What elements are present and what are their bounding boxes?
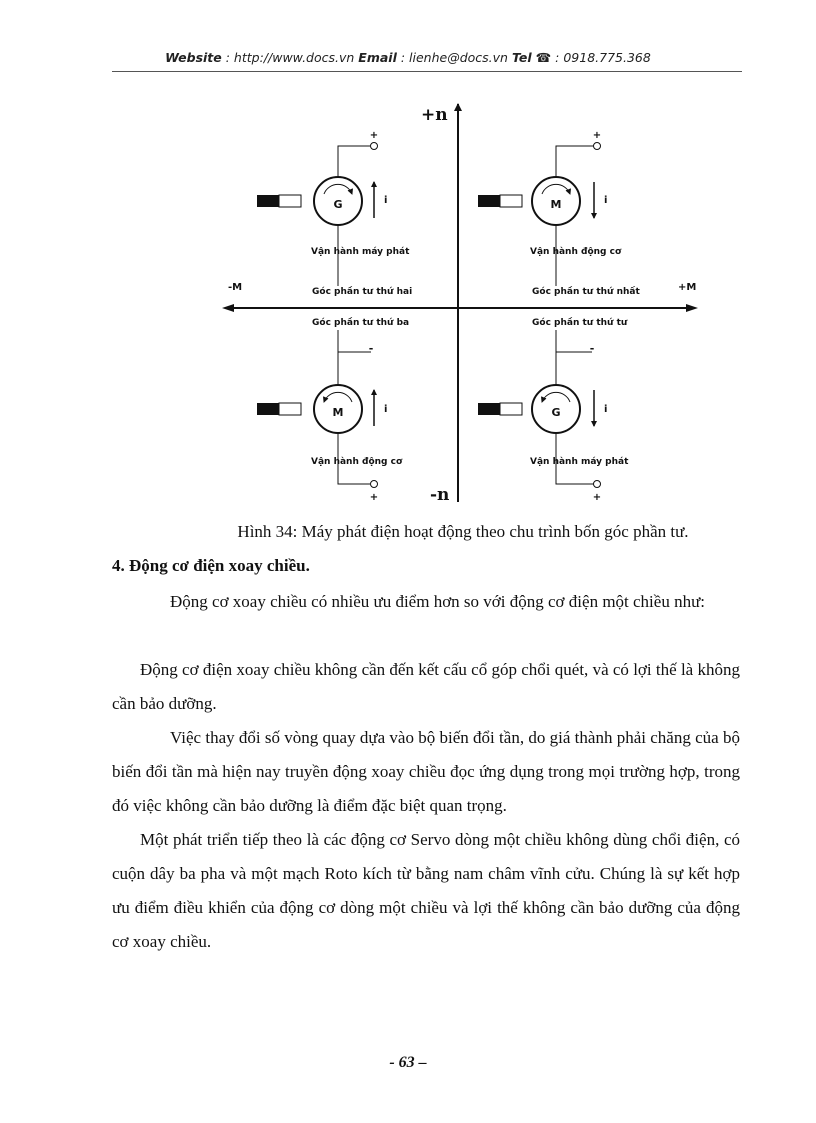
axis-label-pos-n: +n [421, 105, 448, 125]
quadrant-diagram [216, 90, 704, 510]
upper-lead [338, 146, 370, 177]
website-value: : http://www.docs.vn [221, 50, 359, 65]
machine-symbol: G [551, 406, 561, 419]
machine-symbol: G [333, 198, 343, 211]
email-label: Email [358, 50, 397, 65]
tel-value: ☎ : 0918.775.368 [531, 50, 651, 65]
current-label: i [604, 404, 608, 415]
quadrant-label-second: Góc phần tư thứ hai [312, 287, 413, 297]
unit-bottom-right [478, 330, 629, 503]
unit-top-left [257, 130, 410, 286]
machine-symbol: M [332, 406, 344, 419]
axis-label-neg-m: -M [228, 282, 243, 293]
unit-top-right [478, 130, 622, 286]
magnet-black [478, 195, 500, 207]
right-axis-arrow [686, 304, 698, 312]
paragraph-3: Việc thay đổi số vòng quay dựa vào bộ biến đổi tần, do giá thành phải chăng của bộ biến đổi tần mà hiện nay truyền động xoay chiều đọc ứng dụng trong mọi trường hợp, trong đó việc không cần bảo dưỡng là điểm đặc biệt quan trọng. [112, 728, 740, 815]
quadrant-label-fourth: Góc phần tư thứ tư [532, 318, 628, 328]
magnet-black [478, 403, 500, 415]
page-number: - 63 – [389, 1054, 427, 1071]
upper-lead [556, 146, 594, 177]
left-axis-arrow [222, 304, 234, 312]
magnet-white [500, 195, 522, 207]
terminal-sign: + [369, 130, 379, 141]
magnet-white [279, 403, 301, 415]
unit-caption: Vận hành động cơ [311, 457, 403, 467]
email-value: : lienhe@docs.vn [396, 50, 512, 65]
paragraph-4: Một phát triển tiếp theo là các động cơ Servo dòng một chiều không dùng chổi điện, có cuộn dây ba pha và một mạch Roto kích từ bằng nam châm vĩnh cửu. Chúng là sự kết hợp ưu điểm điều khiển của động cơ dòng một chiều và lợi thế không cần bảo dưỡng của động cơ xoay chiều. [112, 830, 740, 951]
figure-caption: Hình 34: Máy phát điện hoạt động theo chu trình bốn góc phần tư. [237, 522, 689, 541]
unit-bottom-left [257, 330, 403, 503]
tel-label: Tel [511, 50, 532, 65]
terminal [371, 481, 378, 488]
current-label: i [604, 195, 608, 206]
terminal-sign-bottom: + [592, 492, 602, 503]
terminal-sign-bottom: + [369, 492, 379, 503]
quadrant-label-first: Góc phần tư thứ nhất [532, 287, 640, 297]
paragraph-1: Động cơ xoay chiều có nhiều ưu điểm hơn so với động cơ điện một chiều như: [170, 592, 706, 611]
quadrant-label-third: Góc phần tư thứ ba [312, 318, 410, 328]
axis-label-pos-m: +M [678, 282, 697, 293]
machine-symbol: M [550, 198, 562, 211]
unit-caption: Vận hành máy phát [530, 457, 629, 467]
terminal [594, 143, 601, 150]
current-label: i [384, 195, 388, 206]
unit-caption: Vận hành động cơ [530, 247, 622, 257]
page-header [0, 50, 816, 65]
terminal [594, 481, 601, 488]
website-label: Website [165, 50, 222, 65]
terminal-sign: + [592, 130, 602, 141]
section-heading: 4. Động cơ điện xoay chiều. [112, 556, 310, 575]
magnet-black [257, 403, 279, 415]
paragraph-2: Động cơ điện xoay chiều không cần đến kết cấu cổ góp chổi quét, và có lợi thế là không cần bảo dưỡng. [112, 660, 740, 713]
magnet-black [257, 195, 279, 207]
terminal-sign-top: - [589, 342, 595, 355]
axis-label-neg-n: -n [430, 485, 450, 505]
terminal-sign-top: - [368, 342, 374, 355]
current-label: i [384, 404, 388, 415]
unit-caption: Vận hành máy phát [311, 247, 410, 257]
header-divider [112, 71, 742, 72]
magnet-white [500, 403, 522, 415]
magnet-white [279, 195, 301, 207]
terminal [371, 143, 378, 150]
four-quadrant-figure [216, 90, 704, 510]
